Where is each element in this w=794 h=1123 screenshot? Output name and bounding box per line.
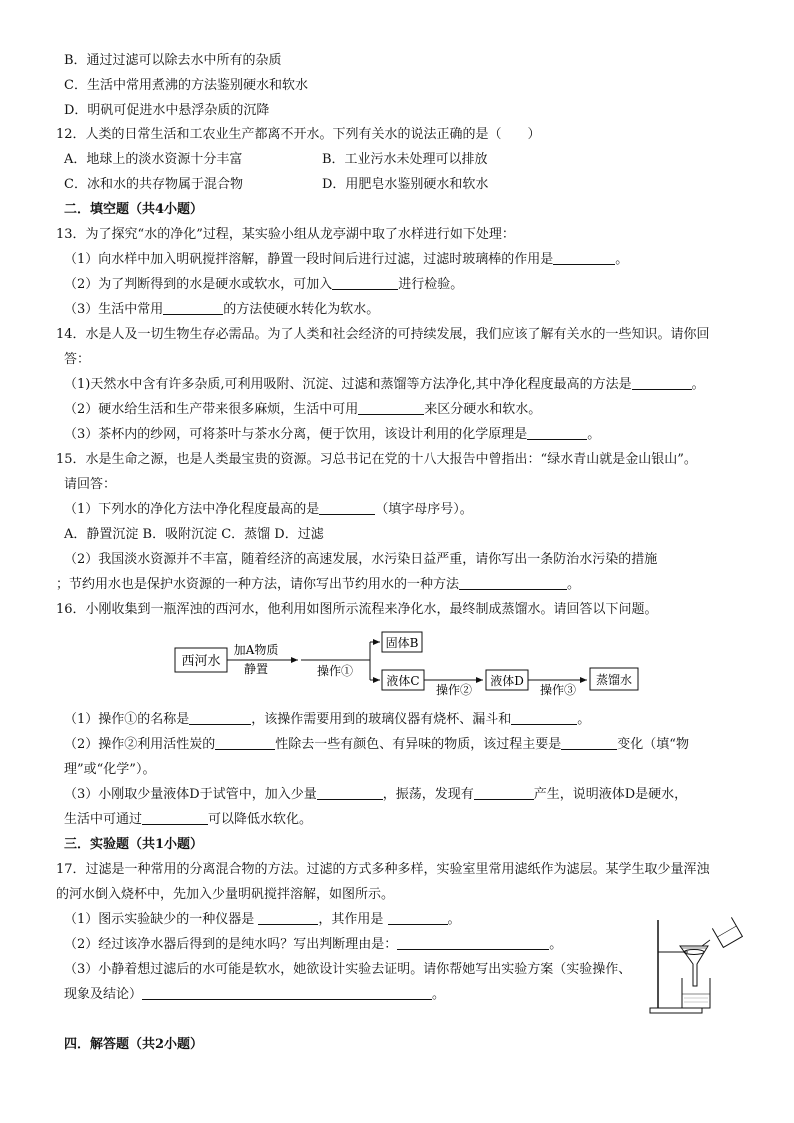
q14-stem-line1: 14．水是人及一切生物生存必需品。为了人类和社会经济的可持续发展，我们应该了解有关水的一些知识。请你回 xyxy=(56,327,710,342)
beaker-lower xyxy=(682,978,710,1008)
q12-stem: 12．人类的日常生活和工农业生产都离不开水。下列有关水的说法正确的是（ ） xyxy=(56,127,541,142)
q16-part3: （3）小刚取少量液体D于试管中，加入少量 ，振荡，发现有 产生，说明液体D是硬水， xyxy=(64,787,688,802)
answer-blank[interactable] xyxy=(632,376,692,390)
water-purification-flowchart xyxy=(170,630,650,702)
answer-blank[interactable] xyxy=(142,986,432,1000)
q16-stem: 16．小刚收集到一瓶浑浊的西河水，他利用如图所示流程来净化水，最终制成蒸馏水。请回答以下问题。 xyxy=(56,602,658,617)
op2-label: 操作② xyxy=(435,683,473,697)
q17-part2: （2）经过该净水器后得到的是纯水吗？写出判断理由是： 。 xyxy=(64,937,563,952)
q11-option-b: B．通过过滤可以除去水中所有的杂质 xyxy=(64,53,282,68)
answer-blank[interactable] xyxy=(561,736,617,750)
answer-blank[interactable] xyxy=(215,736,275,750)
q16-part2-cont: 理”或“化学”）。 xyxy=(64,762,156,777)
answer-blank[interactable] xyxy=(553,251,615,265)
q13-part1: （1）向水样中加入明矾搅拌溶解，静置一段时间后进行过滤，过滤时玻璃棒的作用是 。 xyxy=(64,252,629,267)
answer-blank[interactable] xyxy=(459,576,567,590)
q12-option-a: A．地球上的淡水资源十分丰富 xyxy=(64,152,243,167)
q14-part3: （3）茶杯内的纱网，可将茶叶与茶水分离，便于饮用，该设计利用的化学原理是 。 xyxy=(64,427,601,442)
answer-blank[interactable] xyxy=(527,426,587,440)
box-start-label: 西河水 xyxy=(181,654,221,669)
answer-blank[interactable] xyxy=(332,276,398,290)
answer-blank[interactable] xyxy=(142,811,208,825)
section-fill-in-title: 二．填空题（共4小题） xyxy=(64,202,204,217)
q17-part3-cont: 现象及结论） 。 xyxy=(64,987,446,1002)
q11-option-c: C．生活中常用煮沸的方法鉴别硬水和软水 xyxy=(64,78,308,93)
op3-label: 操作③ xyxy=(539,683,577,697)
arrow-1-top-label: 加A物质 xyxy=(233,643,279,657)
q12-option-d: D．用肥皂水鉴别硬水和软水 xyxy=(322,177,489,192)
q15-part2-cont: ；节约用水也是保护水资源的一种方法，请你写出节约用水的一种方法 。 xyxy=(56,577,581,592)
q16-part1: （1）操作①的名称是 ，该操作需要用到的玻璃仪器有烧杯、漏斗和 。 xyxy=(64,712,591,727)
answer-blank[interactable] xyxy=(388,911,448,925)
q14-stem-line2: 答： xyxy=(64,352,91,367)
q17-part1: （1）图示实验缺少的一种仪器是 ，其作用是 。 xyxy=(64,912,461,927)
beaker-pouring xyxy=(712,917,742,947)
q14-part2: （2）硬水给生活和生产带来很多麻烦，生活中可用 来区分硬水和软水。 xyxy=(64,402,542,417)
section-answer-title: 四．解答题（共2小题） xyxy=(64,1037,204,1052)
answer-blank[interactable] xyxy=(317,786,383,800)
section-experiment-title: 三．实验题（共1小题） xyxy=(64,837,204,852)
q15-part1: （1）下列水的净化方法中净化程度最高的是 （填字母序号）。 xyxy=(64,502,473,517)
answer-blank[interactable] xyxy=(319,501,375,515)
answer-blank[interactable] xyxy=(511,711,577,725)
q14-part1: （1)天然水中含有许多杂质,可利用吸附、沉淀、过滤和蒸馏等方法净化,其中净化程度最高的方法是 。 xyxy=(64,377,705,392)
funnel xyxy=(680,946,708,986)
stand-base xyxy=(650,1008,702,1013)
op1-label: 操作① xyxy=(316,664,354,678)
q12-option-c: C．冰和水的共存物属于混合物 xyxy=(64,177,243,192)
q15-stem-line1: 15．水是生命之源，也是人类最宝贵的资源。习总书记在党的十八大报告中曾指出：“绿水青山就是金山银山”。 xyxy=(56,452,697,467)
answer-blank[interactable] xyxy=(163,301,223,315)
q17-part3: （3）小静着想过滤后的水可能是软水，她欲设计实验去证明。请你帮她写出实验方案（实验操作、 xyxy=(64,962,632,977)
answer-blank[interactable] xyxy=(358,401,424,415)
q16-part3-cont: 生活中可通过 可以降低水软化。 xyxy=(64,812,313,827)
q15-part2: （2）我国淡水资源并不丰富，随着经济的高速发展，水污染日益严重，请你写出一条防治水污染的措施 xyxy=(64,552,658,567)
answer-blank[interactable] xyxy=(474,786,534,800)
answer-blank[interactable] xyxy=(258,911,318,925)
q16-part2: （2）操作②利用活性炭的 性除去一些有颜色、有异味的物质，该过程主要是 变化（填“物 xyxy=(64,737,689,752)
box-liquid-c-label: 液体C xyxy=(386,674,420,688)
q11-option-d: D．明矾可促进水中悬浮杂质的沉降 xyxy=(64,103,270,118)
q17-stem-line1: 17．过滤是一种常用的分离混合物的方法。过滤的方式多种多样，实验室里常用滤纸作为滤层。某学生取少量浑浊 xyxy=(56,862,710,877)
q13-part2: （2）为了判断得到的水是硬水或软水，可加入 进行检验。 xyxy=(64,277,464,292)
filtration-apparatus-illustration xyxy=(646,916,746,1016)
q12-option-b: B．工业污水未处理可以排放 xyxy=(322,152,488,167)
q13-part3: （3）生活中常用 的方法使硬水转化为软水。 xyxy=(64,302,380,317)
q13-stem: 13．为了探究“水的净化”过程，某实验小组从龙亭湖中取了水样进行如下处理： xyxy=(56,227,515,242)
box-solid-b-label: 固体B xyxy=(385,636,419,650)
q17-stem-line2: 的河水倒入烧杯中，先加入少量明矾搅拌溶解，如图所示。 xyxy=(56,887,395,902)
q15-stem-line2: 请回答： xyxy=(64,477,117,492)
q15-options: A．静置沉淀 B．吸附沉淀 C．蒸馏 D．过滤 xyxy=(64,527,324,542)
answer-blank[interactable] xyxy=(189,711,251,725)
box-distilled-water-label: 蒸馏水 xyxy=(595,673,633,687)
box-liquid-d-label: 液体D xyxy=(490,674,524,688)
arrow-1-bottom-label: 静置 xyxy=(243,662,269,676)
answer-blank[interactable] xyxy=(397,936,549,950)
pour-stream xyxy=(702,940,710,946)
